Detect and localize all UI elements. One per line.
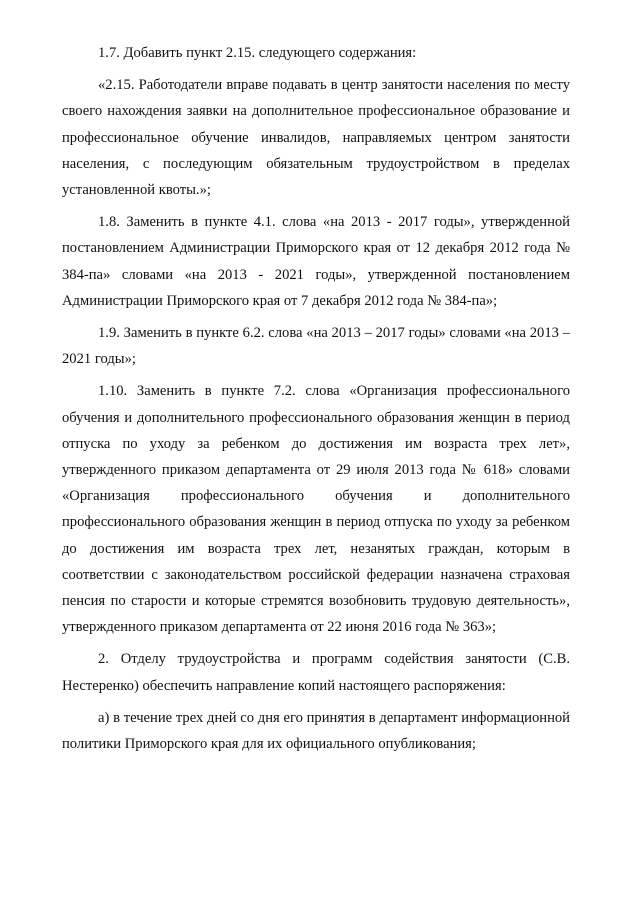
paragraph-1-8: 1.8. Заменить в пункте 4.1. слова «на 2013 - 2017 годы», утвержденной постановлением Администрации Приморского края от 12 декабря 2012 года № 384-па» словами «на 2013 - 2021 годы», утвержденной постановлением Администрации Приморского края от 7 декабря 2012 года № 384-па»; — [62, 214, 570, 309]
paragraph-2: 2. Отделу трудоустройства и программ содействия занятости (С.В. Нестеренко) обеспечить направление копий настоящего распоряжения: — [62, 651, 570, 694]
paragraph-2-15-quote: «2.15. Работодатели вправе подавать в центр занятости населения по месту своего нахождения заявки на дополнительное профессиональное образование и профессиональное обучение инвалидов, направляемых центром занятости населения, с последующим обязательным трудоустройством в пределах установленной квоты.»; — [62, 77, 570, 199]
paragraph-1-10: 1.10. Заменить в пункте 7.2. слова «Организация профессионального обучения и дополнительного профессионального образования женщин в период отпуска по уходу за ребенком до достижения им возраста трех лет», утвержденного приказом департамента от 29 июля 2013 года № 618» словами «Организация профессионального обучения и дополнительного профессионального образования женщин в период отпуска по уходу за ребенком до достижения им возраста трех лет, незанятых граждан, которым в соответствии с законодательством российской федерации назначена страховая пенсия по старости и которые стремятся возобновить трудовую деятельность», утвержденного приказом департамента от 22 июня 2016 года № 363»; — [62, 383, 570, 636]
paragraph-1-7: 1.7. Добавить пункт 2.15. следующего содержания: — [98, 45, 417, 61]
document-page — [62, 40, 570, 763]
paragraph-1-9: 1.9. Заменить в пункте 6.2. слова «на 2013 – 2017 годы» словами «на 2013 – 2021 годы»; — [62, 325, 570, 368]
paragraph-2a: а) в течение трех дней со дня его принятия в департамент информационной политики Приморского края для их официального опубликования; — [62, 709, 570, 753]
